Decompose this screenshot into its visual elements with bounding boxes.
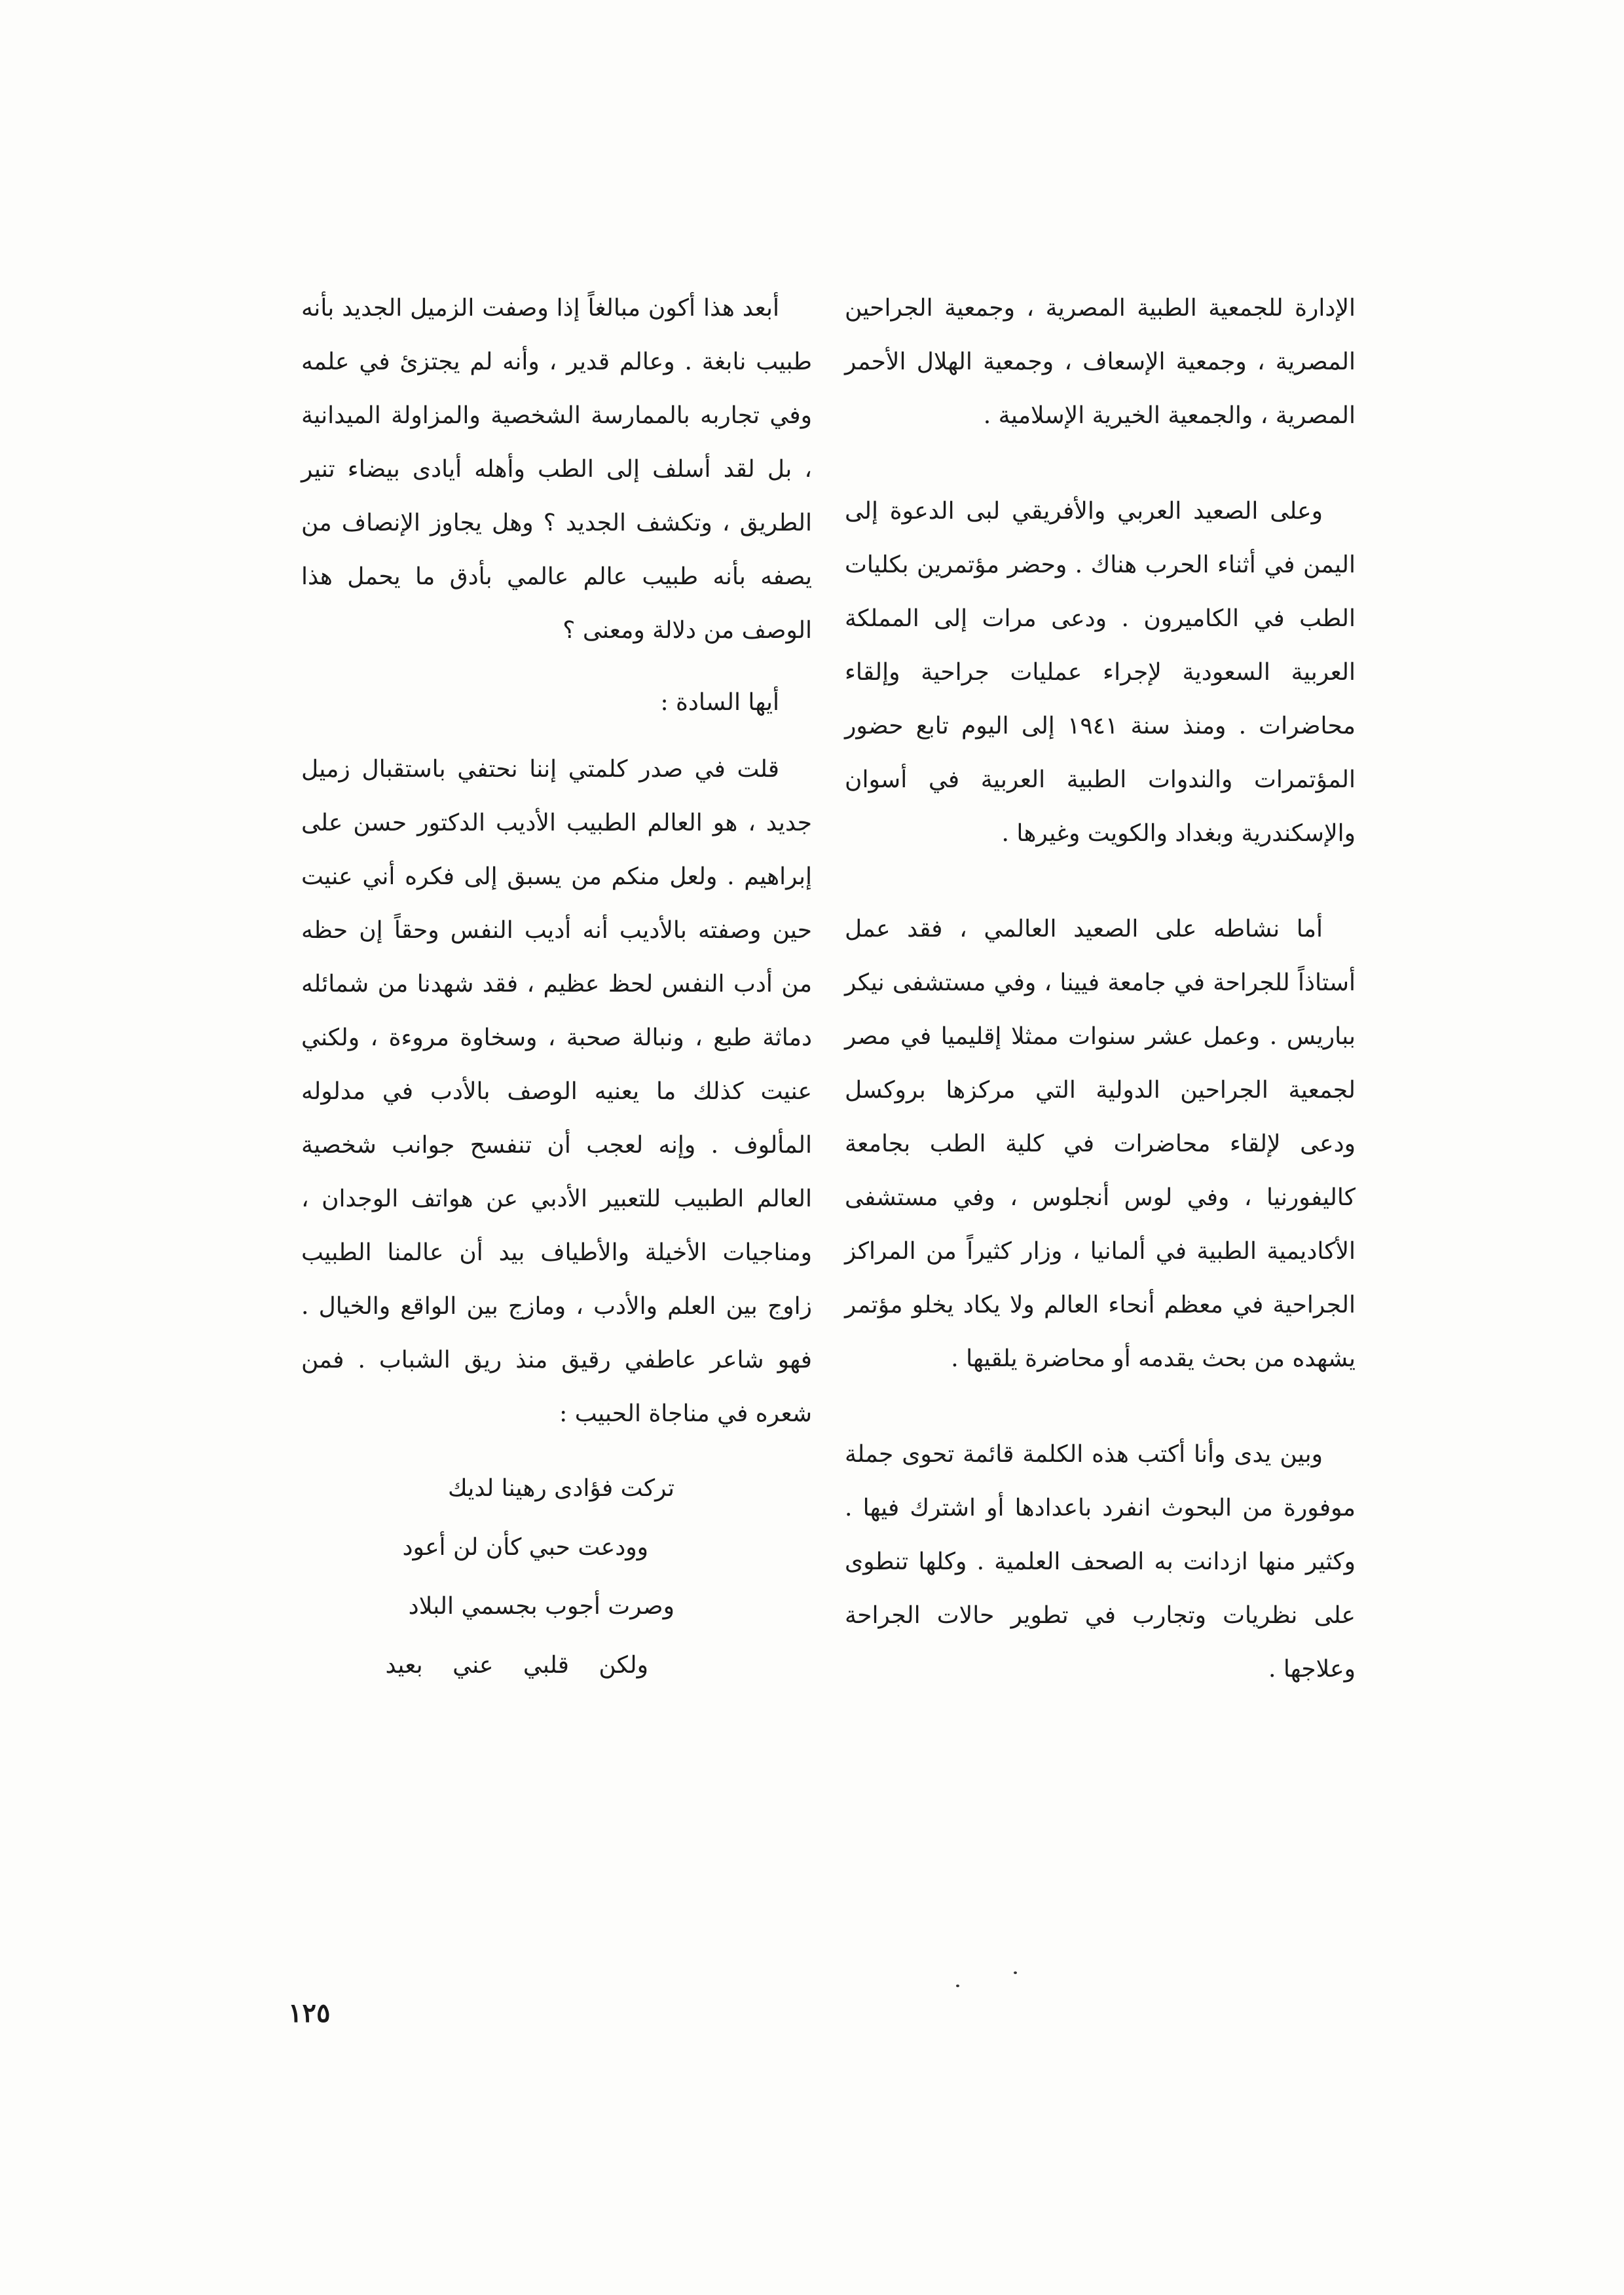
address-line: أيها السادة : (660, 689, 779, 716)
paragraph-speech: قلت في صدر كلمتي إننا نحتفي باستقبال زميل جديد ، هو العالم الطبيب الأديب الدكتور حسن على إبراهيم . ولعل منكم من يسبق إلى فكره أني عنيت حين وصفته بالأديب أنه أديب النفس وحقاً إن حظه من أدب النفس لحظ عظيم ، فقد شهدنا من شمائله دماثة طبع ، ونبالة صحبة ، وسخاوة مروءة ، ولكني عنيت كذلك ما يعنيه الوصف بالأدب في مدلوله المألوف . وإنه لعجب أن تنفسح جوانب شخصية العالم الطبيب للتعبير الأدبي عن هواتف الوجدان ، ومناجيات الأخيلة والأطياف بيد أن عالمنا الطبيب زاوج بين العلم والأدب ، ومازج بين الواقع والخيال . فهو شاعر عاطفي رقيق منذ ريق الشباب . فمن شعره في مناجاة الحبيب : (301, 756, 812, 1427)
poem-verse: ولكن قلبي عني بعيد (385, 1652, 648, 1679)
paragraph-administration: الإدارة للجمعية الطبية المصرية ، وجمعية الجراحين المصرية ، وجمعية الإسعاف ، وجمعية الهلال الأحمر المصرية ، والجمعية الخيرية الإسلامية . (845, 295, 1356, 429)
left-text-column (301, 282, 812, 1695)
scan-speck (956, 1985, 959, 1987)
paragraph-arab-african-activity: وعلى الصعيد العربي والأفريقي لبى الدعوة إلى اليمن في أثناء الحرب هناك . وحضر مؤتمرين بكليات الطب في الكاميرون . ودعى مرات إلى المملكة العربية السعودية لإجراء عمليات جراحية وإلقاء محاضرات . ومنذ سنة ١٩٤١ إلى اليوم تابع حضور المؤتمرات والندوات الطبية العربية في أسوان والإسكندرية وبغداد والكويت وغيرها . (845, 498, 1356, 847)
poem-verse: وصرت أجوب بجسمي البلاد (408, 1593, 674, 1620)
right-text-column (845, 282, 1356, 1738)
scan-speck (1014, 1971, 1017, 1974)
page-number: ١٢٥ (288, 1998, 331, 2028)
poem-verse: تركت فؤادى رهينا لديك (447, 1475, 674, 1502)
paragraph-research-list: وبين يدى وأنا أكتب هذه الكلمة قائمة تحوى جملة موفورة من البحوث انفرد باعدادها أو اشترك فيها . وكثير منها ازدانت به الصحف العلمية . وكلها تنطوى على نظريات وتجارب في تطوير حالات الجراحة وعلاجها . (845, 1441, 1356, 1683)
paragraph-international-activity: أما نشاطه على الصعيد العالمي ، فقد عمل أستاذاً للجراحة في جامعة فيينا ، وفي مستشفى نيكر بباريس . وعمل عشر سنوات ممثلا إقليميا في مصر لجمعية الجراحين الدولية التي مركزها بروكسل ودعى لإلقاء محاضرات في كلية الطب بجامعة كاليفورنيا ، وفي لوس أنجلوس ، وفي مستشفى الأكاديمية الطبية في ألمانيا ، وزار كثيراً من المراكز الجراحية في معظم أنحاء العالم ولا يكاد يخلو مؤتمر يشهده من بحث يقدمه أو محاضرة يلقيها . (845, 916, 1356, 1372)
paragraph-praise: أبعد هذا أكون مبالغاً إذا وصفت الزميل الجديد بأنه طبيب نابغة . وعالم قدير ، وأنه لم يجتزئ في علمه وفي تجاربه بالممارسة الشخصية والمزاولة الميدانية ، بل لقد أسلف إلى الطب وأهله أيادى بيضاء تنير الطريق ، وتكشف الجديد ؟ وهل يجاوز الإنصاف من يصفه بأنه طبيب عالم عالمي بأدق ما يحمل هذا الوصف من دلالة ومعنى ؟ (301, 295, 812, 644)
poem-verse: وودعت حبي كأن لن أعود (402, 1534, 648, 1561)
poem-block (301, 1459, 812, 1695)
